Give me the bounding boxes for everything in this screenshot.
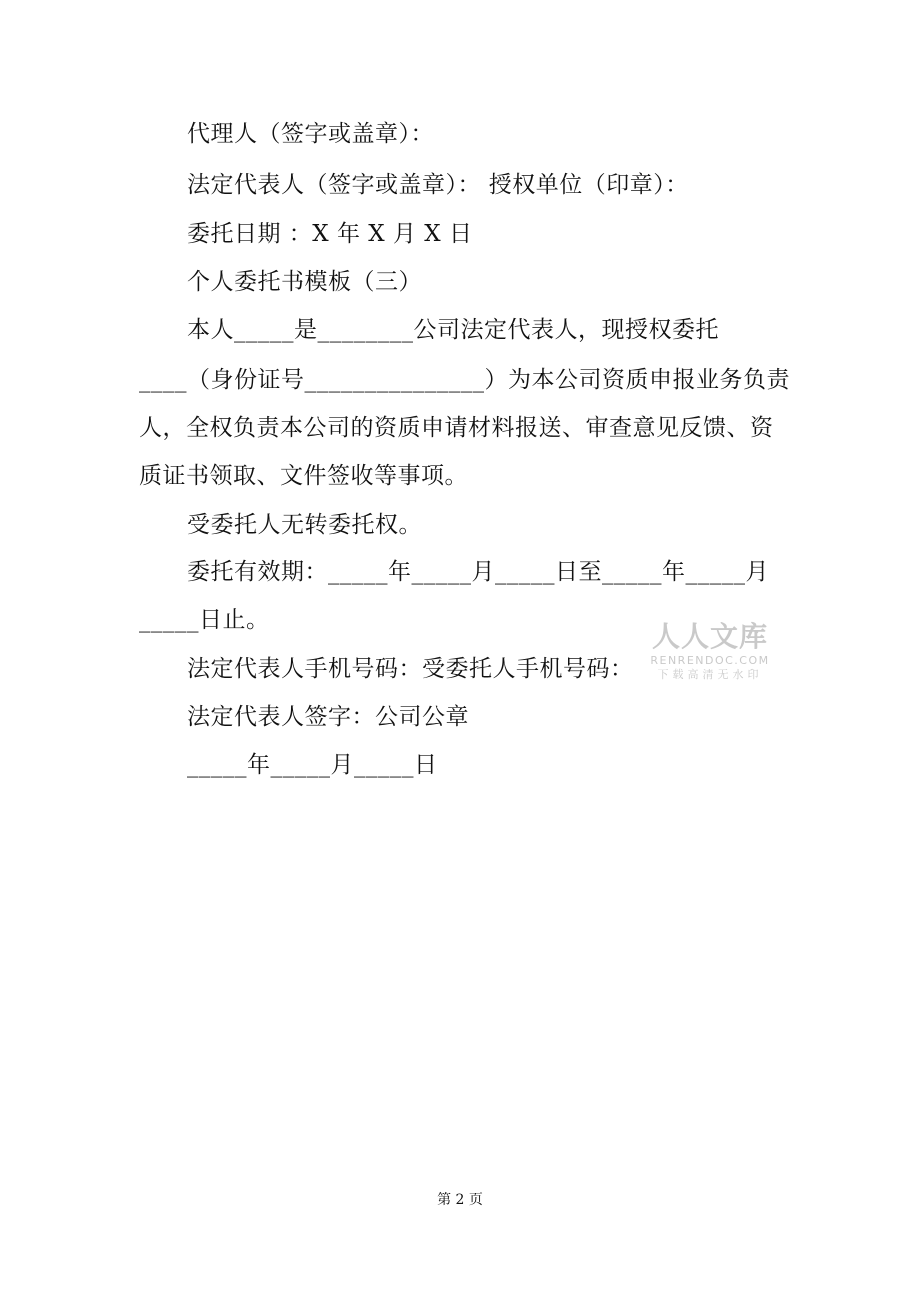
watermark-title: 人人文库 (651, 620, 768, 653)
signature-seal-line: 法定代表人签字：公司公章 (187, 704, 469, 730)
signing-date-line: _____年_____月_____日 (187, 752, 438, 778)
template-heading: 个人委托书模板（三） (187, 269, 422, 295)
paragraph-line-4: 质证书领取、文件签收等事项。 (139, 463, 468, 489)
validity-period-end-line: _____日止。 (139, 607, 270, 633)
paragraph-line-1: 本人_____是________公司法定代表人，现授权委托 (187, 317, 719, 343)
paragraph-line-3: 人，全权负责本公司的资质申请材料报送、审查意见反馈、资 (139, 415, 774, 441)
paragraph-line-2: ____（身份证号_______________）为本公司资质申报业务负责 (139, 367, 790, 393)
watermark-domain: RENRENDOC.COM (650, 654, 770, 667)
no-subdelegation-line: 受委托人无转委托权。 (187, 512, 422, 538)
watermark-logo (646, 620, 774, 682)
watermark-tagline: 下载高清无水印 (657, 668, 763, 681)
entrust-date-line: 委托日期 ：X 年 X 月 X 日 (187, 221, 473, 247)
agent-signature-line: 代理人（签字或盖章）： (187, 121, 434, 147)
validity-period-line: 委托有效期：_____年_____月_____日至_____年_____月 (187, 559, 769, 585)
phone-numbers-line: 法定代表人手机号码：受委托人手机号码： (187, 656, 634, 682)
legal-rep-signature-line: 法定代表人（签字或盖章）： 授权单位（印章）： (187, 172, 689, 198)
page-number: 第 2 页 (437, 1192, 483, 1208)
